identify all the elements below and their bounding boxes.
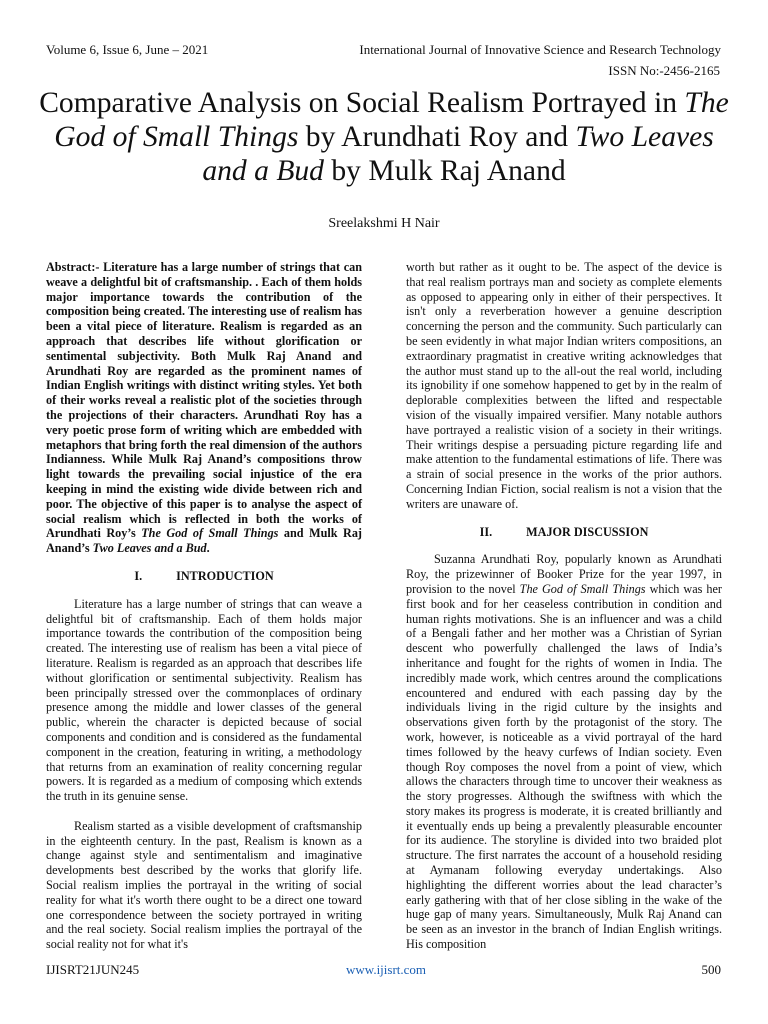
paragraph: Suzanna Arundhati Roy, popularly known as Arundhati Roy, the prizewinner of Booker Prize for the year 1997, in provision to the novel The God of Small Things which was her first book and for her ceaseless contribution in condition and human rights motivations. She is an influencer and was a child of a Bengali father and her mother was a Christian of Syrian descent who powerfully challenged the laws of India’s inheritance and fought for the rights of women in India. The incredibly made work, which centres around the complications encountered and endured with each passing day by the individuals living in the rigid culture by the insights and observations given forth by the protagonist of the story. The work, however, is noticeable as a vivid portrayal of the hard times followed by the heavy curfews of Indian society. Even though Roy composes the novel from a point of view, which allows the characters through time to uncover their weakness as the story progresses. Although the swiftness with which the story makes its progress is moderate, it is created brilliantly and it eventually ends up being a prevalently pleasurable encounter for its audience. The storyline is divided into two braided plot structure. The first narrates the account of a household residing at Aymanam following everyday undertakings. Also highlighting the different worries about the lead character’s early gathering with that of her close sibling in the wake of the huge gap of many years. Simultaneously, Mulk Raj Anand can be seen as an investor in the branch of Indian English writings. His composition (406, 552, 722, 952)
left-column (46, 260, 362, 952)
abstract: Abstract:- Literature has a large number of strings that can weave a delightful bit of craftsmanship. . Each of them holds major importance towards the contribution of the composition being created. The interesting use of realism has been a vital piece of literature. Realism is regarded as an approach that describes life without glorification or sentimental subjectivity. Both Mulk Raj Anand and Arundhati Roy are regarded as the prominent names of Indian English writings with distinct writing styles. Yet both of their works reveal a realistic plot of the societies through the projections of their characters. Arundhati Roy has a very poetic prose form of writing which are embedded with metaphors that bring forth the real dimension of the authors Indianness. While Mulk Raj Anand’s compositions throw light towards the prevailing social injustice of the era keeping in mind the existing wide divide between rich and poor. The objective of this paper is to analyse the aspect of social realism which is reflected in both the works of Arundhati Roy’s The God of Small Things and Mulk Raj Anand’s Two Leaves and a Bud. (46, 260, 362, 556)
author-name: Sreelakshmi H Nair (328, 216, 440, 231)
page-number: 500 (701, 962, 721, 977)
paragraph: Realism started as a visible development of craftsmanship in the eighteenth century. In the past, Realism is known as a change against style and sentimentalism and imaginative developments best described by the works that glorify life. Social realism implies the portrayal in the writing of social reality for what it's worth there ought to be a direct one toward one correspondence between the society portrayed in writing and the real society. Social realism implies the portrayal of the social reality not for what it's (46, 818, 362, 952)
journal-link[interactable]: www.ijisrt.com (346, 962, 427, 977)
section-heading-major-discussion: II. MAJOR DISCUSSION (479, 524, 649, 539)
journal-name: International Journal of Innovative Science and Research Technology (359, 42, 721, 57)
volume-info: Volume 6, Issue 6, June – 2021 (46, 42, 209, 57)
title-book-2: Two Leaves and a Bud (202, 121, 714, 187)
paper-title: Comparative Analysis on Social Realism Portrayed in The God of Small Things by Arundhati Roy and Two Leaves and a Bud by Mulk Raj Anand (39, 87, 729, 187)
paper-id: IJISRT21JUN245 (46, 962, 140, 977)
paragraph: Literature has a large number of strings that can weave a delightful bit of craftsmanship. Each of them holds major importance towards the contribution of the composition being created. The interesting use of realism has been a vital piece of literature. Realism is regarded as an approach that describes life without glorification or sentimental subjectivity. Realism has been principally stressed over the commonplaces of ordinary presence among the middle and lower classes of the general public, wherein the character is depicted because of social components and condition and is considered as the fundamental component in the creation, featuring in writing, a methodology that returns from an examination of reality concerning regular powers. It is regarded as a medium of composing which extends the truth in its genuine sense. (46, 596, 362, 804)
right-column (406, 260, 722, 952)
paragraph: worth but rather as it ought to be. The aspect of the device is that real realism portrays man and society as complete elements as opposed to appearing only in either of their perspectives. It isn't only a reverberation however a genuine description concerning the person and the community. Such particularly can be seen evidently in what major Indian writers compositions, an extraordinary pragmatist in creative writing acknowledges that the author must stand up to the all-out the real world, including its ignobility if one somehow happened to get by in the realm of deplorable complexities between the lifted and respectable vision of the visually impaired versifier. Many notable authors have portrayed a realistic vision of a society in their writings. Their writings despise a persuading picture regarding life and make attention to the fundamental estimations of life. There was a strain of social presence in the works of the prior authors. Concerning Indian Fiction, social realism is not a vision that the writers are unaware of. (406, 260, 722, 511)
issn: ISSN No:-2456-2165 (608, 63, 720, 78)
section-heading-introduction: I. INTRODUCTION (134, 568, 274, 583)
title-book-1: The God of Small Things (54, 87, 729, 153)
